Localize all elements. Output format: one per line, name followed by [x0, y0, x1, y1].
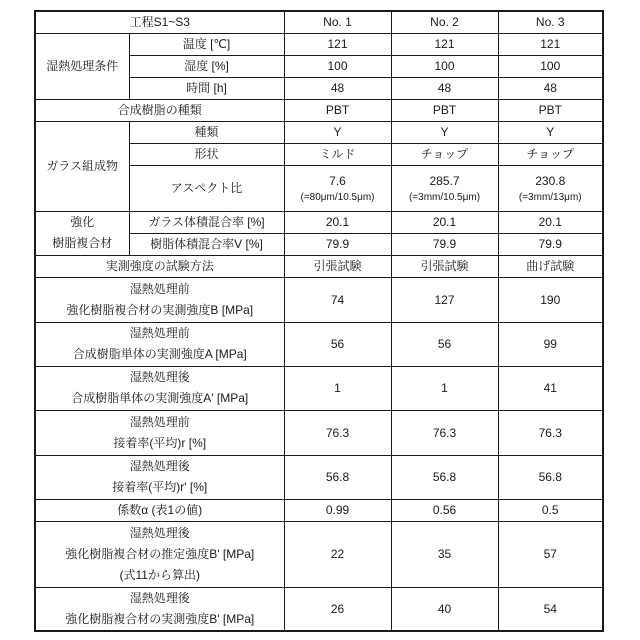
header-col-no3: No. 3	[498, 11, 603, 33]
row-label-line: 強化樹脂複合材の実測強度B [MPa]	[66, 302, 254, 317]
group-label-glass-composition: ガラス組成物	[35, 121, 129, 211]
header-process-label: 工程S1~S3	[35, 11, 284, 33]
row-label-line: 強化樹脂複合材の推定強度B' [MPa]	[65, 546, 255, 561]
cell-temperature-no1: 121	[284, 33, 391, 55]
cell-humidity-no2: 100	[391, 55, 498, 77]
cell-glass-volume-no3: 20.1	[498, 211, 603, 233]
row-label-resin-volume: 樹脂体積混合率V [%]	[129, 233, 284, 255]
cell-strength-b-estimated-no2: 35	[391, 521, 498, 587]
table-row-resin-type	[35, 99, 603, 121]
header-col-no1: No. 1	[284, 11, 391, 33]
row-label-strength-a-before	[35, 322, 284, 366]
row-label-line: 湿熱処理前	[129, 281, 190, 296]
cell-adhesion-after-no1: 56.8	[284, 455, 391, 499]
aspect-ratio-detail: (=3mm/10.5μm)	[408, 191, 481, 203]
aspect-ratio-value: 285.7	[429, 173, 460, 188]
table-row-test-method	[35, 255, 603, 277]
row-label-line: 合成樹脂単体の実測強度A' [MPa]	[71, 391, 249, 405]
row-label-strength-b-estimated	[35, 521, 284, 587]
cell-resin-type-no1: PBT	[284, 99, 391, 121]
group-label-line: 強化	[70, 215, 95, 229]
row-label-glass-kind: 種類	[129, 121, 284, 143]
row-label-line: 湿熱処理後	[129, 459, 190, 473]
cell-strength-b-before-no1: 74	[284, 277, 391, 322]
table-row-strength-b-after	[35, 587, 603, 631]
group-label-wet-heat-conditions: 湿熱処理条件	[35, 33, 129, 99]
row-label-glass-volume: ガラス体積混合率 [%]	[129, 211, 284, 233]
row-label-coefficient-alpha: 係数α (表1の値)	[35, 499, 284, 521]
cell-strength-b-after-no1: 26	[284, 587, 391, 631]
row-label-adhesion-before	[35, 410, 284, 455]
group-label-reinforced-composite	[35, 211, 129, 255]
cell-strength-b-before-no3: 190	[498, 277, 603, 322]
table-row-strength-a-before	[35, 322, 603, 366]
cell-strength-b-before-no2: 127	[391, 277, 498, 322]
row-label-line: (式11から算出)	[119, 567, 200, 582]
table-row-adhesion-after	[35, 455, 603, 499]
cell-strength-a-after-no2: 1	[391, 366, 498, 410]
row-label-line: 接着率(平均)r' [%]	[112, 480, 208, 494]
table-row-adhesion-before	[35, 410, 603, 455]
aspect-ratio-value: 7.6	[329, 173, 346, 188]
row-label-aspect-ratio: アスペクト比	[129, 165, 284, 211]
cell-strength-b-estimated-no3: 57	[498, 521, 603, 587]
cell-coefficient-alpha-no3: 0.5	[498, 499, 603, 521]
table-row-coefficient-alpha	[35, 499, 603, 521]
row-label-temperature: 温度 [℃]	[129, 33, 284, 55]
row-label-line: 強化樹脂複合材の実測強度B' [MPa]	[65, 611, 255, 626]
cell-strength-a-before-no1: 56	[284, 322, 391, 366]
cell-humidity-no3: 100	[498, 55, 603, 77]
cell-strength-b-after-no2: 40	[391, 587, 498, 631]
cell-adhesion-after-no3: 56.8	[498, 455, 603, 499]
cell-strength-a-after-no1: 1	[284, 366, 391, 410]
cell-coefficient-alpha-no1: 0.99	[284, 499, 391, 521]
row-label-adhesion-after	[35, 455, 284, 499]
row-label-resin-type: 合成樹脂の種類	[35, 99, 284, 121]
cell-temperature-no3: 121	[498, 33, 603, 55]
cell-adhesion-before-no2: 76.3	[391, 410, 498, 455]
cell-test-method-no1: 引張試験	[284, 255, 391, 277]
cell-test-method-no3: 曲げ試験	[498, 255, 603, 277]
aspect-ratio-value: 230.8	[535, 173, 566, 188]
table-row-glass-volume	[35, 211, 603, 233]
cell-glass-volume-no1: 20.1	[284, 211, 391, 233]
cell-adhesion-before-no3: 76.3	[498, 410, 603, 455]
row-label-strength-b-after	[35, 587, 284, 631]
table-row-glass-kind	[35, 121, 603, 143]
cell-resin-volume-no3: 79.9	[498, 233, 603, 255]
cell-glass-kind-no3: Y	[498, 121, 603, 143]
cell-strength-a-before-no2: 56	[391, 322, 498, 366]
row-label-line: 湿熱処理後	[129, 590, 190, 605]
cell-glass-shape-no3: チョップ	[498, 143, 603, 165]
header-col-no2: No. 2	[391, 11, 498, 33]
cell-glass-kind-no1: Y	[284, 121, 391, 143]
cell-strength-a-before-no3: 99	[498, 322, 603, 366]
table-row-strength-b-before	[35, 277, 603, 322]
cell-glass-shape-no1: ミルド	[284, 143, 391, 165]
cell-glass-shape-no2: チョップ	[391, 143, 498, 165]
row-label-line: 接着率(平均)r [%]	[113, 435, 207, 450]
row-label-line: 合成樹脂単体の実測強度A [MPa]	[72, 347, 247, 361]
cell-time-no3: 48	[498, 77, 603, 99]
cell-aspect-ratio-no3	[498, 165, 603, 211]
row-label-line: 湿熱処理後	[129, 525, 190, 540]
table-row-temperature	[35, 33, 603, 55]
cell-resin-type-no2: PBT	[391, 99, 498, 121]
row-label-line: 湿熱処理後	[129, 370, 190, 384]
cell-resin-volume-no2: 79.9	[391, 233, 498, 255]
cell-time-no2: 48	[391, 77, 498, 99]
group-label-line: 樹脂複合材	[52, 236, 113, 250]
aspect-ratio-detail: (=80μm/10.5μm)	[300, 191, 375, 203]
cell-adhesion-after-no2: 56.8	[391, 455, 498, 499]
row-label-line: 湿熱処理前	[129, 326, 190, 340]
cell-coefficient-alpha-no2: 0.56	[391, 499, 498, 521]
table-row-strength-a-after	[35, 366, 603, 410]
row-label-time: 時間 [h]	[129, 77, 284, 99]
table-row-strength-b-estimated	[35, 521, 603, 587]
cell-time-no1: 48	[284, 77, 391, 99]
row-label-humidity: 湿度 [%]	[129, 55, 284, 77]
cell-test-method-no2: 引張試験	[391, 255, 498, 277]
aspect-ratio-detail: (=3mm/13μm)	[518, 191, 582, 203]
patent-example-table	[34, 10, 604, 632]
row-label-line: 湿熱処理前	[129, 414, 190, 429]
cell-glass-kind-no2: Y	[391, 121, 498, 143]
row-label-test-method: 実測強度の試験方法	[35, 255, 284, 277]
cell-glass-volume-no2: 20.1	[391, 211, 498, 233]
row-label-strength-b-before	[35, 277, 284, 322]
cell-temperature-no2: 121	[391, 33, 498, 55]
cell-strength-b-after-no3: 54	[498, 587, 603, 631]
cell-strength-a-after-no3: 41	[498, 366, 603, 410]
cell-resin-type-no3: PBT	[498, 99, 603, 121]
cell-strength-b-estimated-no1: 22	[284, 521, 391, 587]
cell-aspect-ratio-no2	[391, 165, 498, 211]
row-label-strength-a-after	[35, 366, 284, 410]
cell-humidity-no1: 100	[284, 55, 391, 77]
table-row-header	[35, 11, 603, 33]
cell-resin-volume-no1: 79.9	[284, 233, 391, 255]
cell-aspect-ratio-no1	[284, 165, 391, 211]
cell-adhesion-before-no1: 76.3	[284, 410, 391, 455]
row-label-glass-shape: 形状	[129, 143, 284, 165]
